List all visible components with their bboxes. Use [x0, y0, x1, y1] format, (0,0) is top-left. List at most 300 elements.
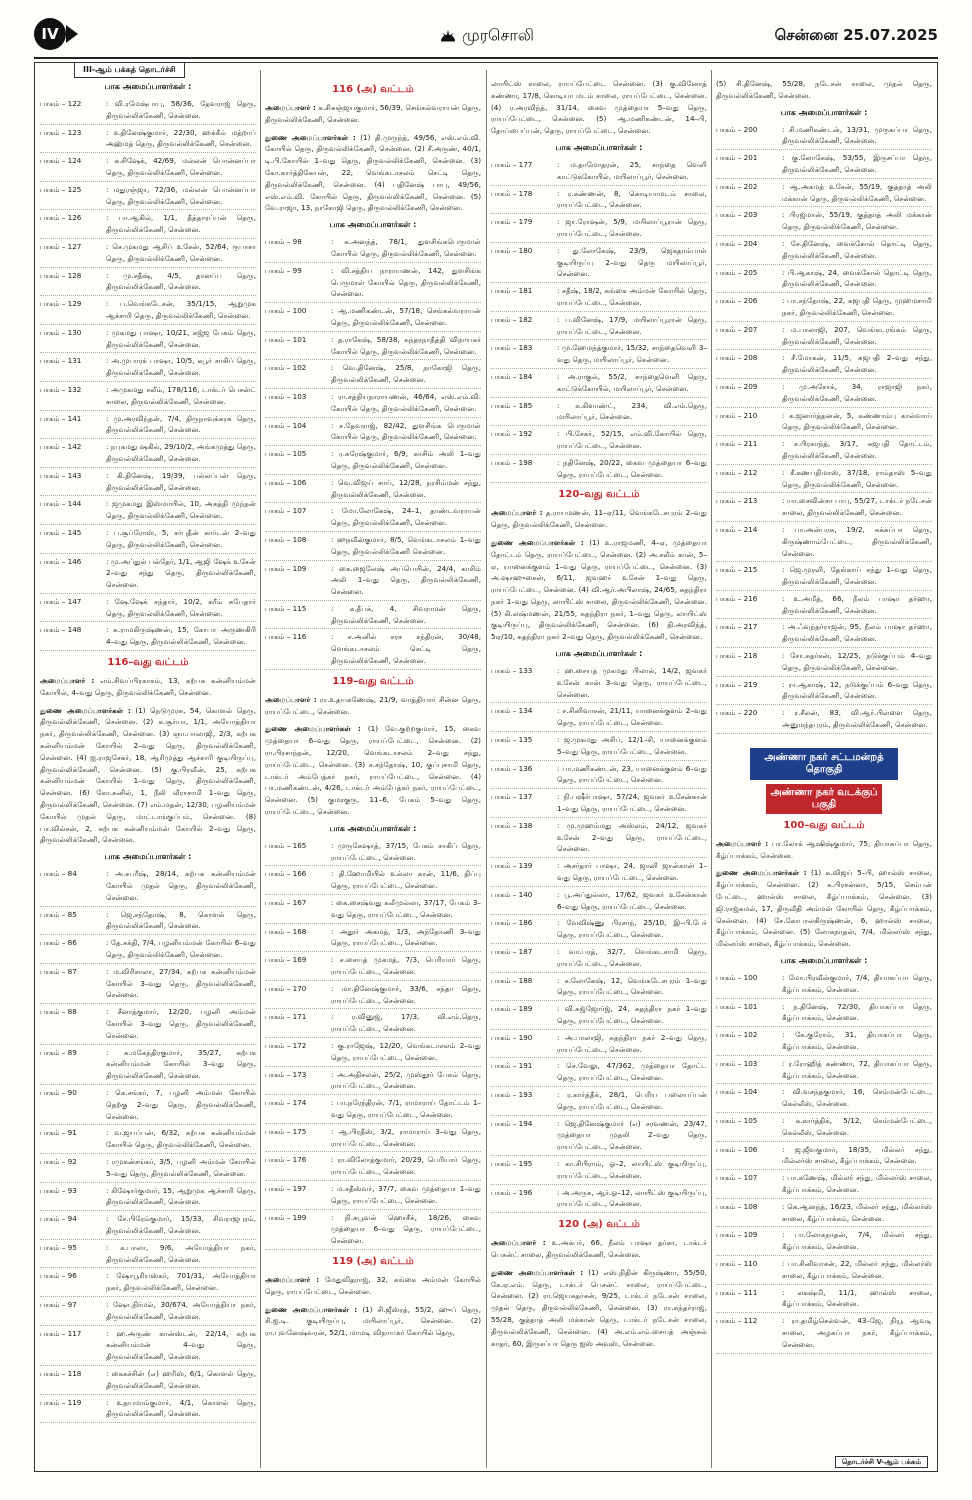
booth-organiser: : ரமுகன்சங்கர், 3/5, பழனி அம்மன் கோயில் 5–வது தெரு, திருவல்லிக்கேணி, சென்னை. [106, 1156, 256, 1178]
booth-number: பாகம் – 117 [40, 1328, 82, 1338]
booth-organiser: : அ.அருக, ஆர்.ஓ–12, லாயிட்ஸ் குடியிருப்பு, ராயப்பேட்டை, சென்னை. [557, 1187, 707, 1209]
role-text: ரா.உதயகணேஷ், 21/9, வாத்தியார் சின்ன தெரு, ராயப்பேட்டை, சென்னை. [265, 694, 481, 716]
column-divider [260, 70, 261, 1468]
booth-entry [716, 209, 932, 236]
booth-number: பாகம் – 118 [40, 1368, 82, 1378]
role-text: (1) வே.குற்றகுமார், 15, கைவ முத்தையா 6–வது தெரு, ராயப்பேட்டை, சென்னை. (2) ரா.பிரசாந்தன், 12/20, வெங்கடாசலம் 2–வது சந்து, ராயப்பேட்டை, சென்னை. (3) ச.சந்தோஷ், 10, குப்புசாமி தெரு, டாக்டர் அம்பேத்கர் நகர், ராயப்பேட்டை, சென்னை. (4) பா.மணிகண்டன், 4/26, டாக்டர் அம்பேத்கர் நகர், ராயப்பேட்டை, சென்னை. (5) குமரகுரு, 11–6, பேகம் 5–வது தெரு, ராயப்பேட்டை, சென்னை. [265, 724, 481, 817]
booth-organiser: : க.அனந்த், 78/1, துளசிங்கபெருமாள் கோயில் தெரு, திருவல்லிக்கேணி, சென்னை. [331, 237, 481, 258]
booth-number: பாகம் – 191 [491, 1061, 533, 1071]
booth-organiser: : நதினேஷ், 20/22, கைவ முத்தையா 6–வது தெரு, ராயப்பேட்டை, சென்னை. [557, 457, 707, 479]
section-heading: பாக அமைப்பாளர்கள் : [555, 142, 643, 152]
booth-entry [491, 400, 707, 427]
booth-organiser: : பா.நரேந்திரன், 7/1, ராமாராய் தோட்டம் 1–வது தெரு, ராயப்பேட்டை, சென்னை. [331, 1098, 481, 1119]
booth-number: பாகம் – 122 [40, 99, 82, 108]
booth-number: பாகம் – 165 [265, 840, 307, 850]
booth-entry [265, 1040, 481, 1067]
booth-number: பாகம் – 166 [265, 869, 307, 879]
booth-number: பாகம் – 185 [491, 400, 533, 410]
booth-number: பாகம் – 210 [716, 410, 758, 420]
role-label: அமைப்பாளர் : [265, 694, 317, 704]
booth-number: பாகம் – 211 [716, 439, 758, 449]
booth-number: பாகம் – 103 [716, 1058, 758, 1068]
booth-organiser: : ச.பிரகாந்த், 3/17, சுஜபதி தோட்டம், திருவல்லிக்கேணி, சென்னை. [782, 439, 932, 460]
booth-organiser: : ர.கண்ணன், 8, கொடியாமடம் சாலை, ராயப்பேட்டை, சென்னை. [557, 188, 707, 210]
booth-entry [265, 1212, 481, 1250]
booth-entry [40, 127, 256, 154]
booth-entry [716, 324, 932, 351]
booth-entry [716, 295, 932, 322]
booth-entry [491, 946, 707, 973]
booth-entry [716, 1029, 932, 1056]
booth-organiser: : சீ.மோகன், 11/5, சுஜபதி 2–வது சந்து, திருவல்லிக்கேணி, சென்னை. [782, 353, 932, 375]
booth-number: பாகம் – 87 [40, 966, 77, 976]
booth-number: பாகம் – 143 [40, 470, 82, 480]
booth-organiser: : வெ.விஜய் சாய், 12/28, நரசிம்மன் சந்து, திருவல்லிக்கேணி, சென்னை. [331, 477, 481, 499]
booth-organiser: : கி.தினேஷ், 19/39, பல்லப்பன் தெரு, திருவல்லிக்கேணி, சென்னை. [106, 470, 256, 492]
booth-entry [40, 212, 256, 239]
booth-organiser: : சோ.சுதர்சன், 12/25, நடுக்குப்பம் 4–வது தெரு, திருவல்லிக்கேணி, சென்னை. [782, 651, 932, 672]
booth-number: பாகம் – 182 [491, 314, 533, 324]
booth-number: பாகம் – 194 [491, 1118, 533, 1128]
booth-number: பாகம் – 129 [40, 299, 82, 309]
booth-entry [716, 438, 932, 465]
booth-number: பாகம் – 107 [716, 1173, 758, 1183]
booth-entry [40, 868, 256, 906]
booth-number: பாகம் – 205 [716, 267, 758, 277]
booth-organiser: : கு.லோகேஷ், 53/55, இருசப்பா தெரு, திருவல்லிக்கேணி, சென்னை. [782, 153, 932, 174]
booth-entry [265, 534, 481, 561]
booth-number: பாகம் – 139 [491, 861, 533, 871]
booth-number: பாகம் – 110 [716, 1258, 758, 1268]
booth-number: பாகம் – 215 [716, 565, 758, 575]
booth-number: பாகம் – 132 [40, 384, 82, 394]
booth-entry [716, 593, 932, 620]
booth-number: பாகம் – 123 [40, 127, 82, 137]
booth-entry [40, 327, 256, 354]
booth-number: பாகம் – 95 [40, 1242, 77, 1252]
booth-organiser: : க.ஜனார்த்தனன், 5, கண்ணாம்பு கால்வாய் தெரு, திருவல்லிக்கேணி, சென்னை. [782, 410, 932, 432]
booth-organiser: : ச.சையத் முகமத், 7/3, பெரியார் தெரு, ராயப்பேட்டை, சென்னை. [331, 955, 481, 977]
booth-number: பாகம் – 125 [40, 184, 82, 194]
booth-number: பாகம் – 124 [40, 156, 82, 166]
booth-organiser: : மா.தினேஷ்குமார், 33/6, சந்தா தெரு, ராயப்பேட்டை, சென்னை. [331, 983, 481, 1005]
section-heading: பாக அமைப்பாளர்கள் : [104, 82, 192, 91]
booth-number: பாகம் – 144 [40, 499, 82, 509]
booth-organiser: : ம.தாமோதரன், 25, சாந்தை வெளி காட்டுக்கோயில், மயிலாப்பூர், சென்னை. [557, 159, 707, 181]
booth-number: பாகம் – 170 [265, 983, 307, 993]
booth-organiser: : தே.சக்தி, 7/4, பழனியம்மன் கோயில் 6–வது தெரு, திருவல்லிக்கேணி, சென்னை. [106, 938, 256, 960]
booth-number: பாகம் – 184 [491, 371, 533, 381]
booth-number: பாகம் – 193 [491, 1089, 533, 1099]
booth-organiser: : மோ.பிரவீன்குமார், 7/4, தியாகப்பா தெரு, கீழ்ப்பாக்கம், சென்னை. [782, 973, 932, 994]
role-paragraph [265, 102, 481, 126]
role-text: த.ராயமணன், 11–ஏ/11, வெங்கடேசபுரம் 2–வது தெரு, திருவல்லிக்கேணி, சென்னை. [491, 508, 707, 530]
booth-organiser: : பூ.அப்துல்லா, 17/62, ஜவகர் உசேன்கான் 6–வது தெரு, ராயப்பேட்டை, சென்னை. [557, 889, 707, 911]
booth-number: பாகம் – 176 [265, 1155, 307, 1165]
booth-number: பாகம் – 146 [40, 556, 82, 566]
booth-entry [716, 1001, 932, 1028]
booth-organiser: : ப.வினேஷ், 17/9, மயிலாப்பூரான் தெரு, ராயப்பேட்டை, சென்னை. [557, 314, 707, 336]
role-paragraph [491, 1237, 707, 1261]
booth-number: பாகம் – 148 [40, 625, 82, 635]
booth-number: பாகம் – 195 [491, 1158, 533, 1168]
booth-number: பாகம் – 105 [716, 1116, 758, 1125]
booth-number: பாகம் – 197 [265, 1183, 307, 1193]
role-text: பா.லோக் ஆஷிஷ்குமார், 75, தியாகப்பா தெரு, கீழ்ப்பாக்கம், சென்னை. [716, 838, 932, 860]
booth-number: பாகம் – 100 [716, 973, 758, 983]
booth-entry [716, 1287, 932, 1314]
booth-number: பாகம் – 214 [716, 524, 758, 534]
booth-organiser: : மு.அரவிந்தன், 7/4, திருநாவுக்கரசு தெரு, திருவல்லிக்கேணி, சென்னை. [106, 413, 256, 435]
booth-number: பாகம் – 128 [40, 270, 82, 280]
booth-organiser: : ஜெ.தினேஷ்குமார் (எ) சரவணன், 23/47, முத்தையா முதலி 2–வது தெரு, ராயப்பேட்டை, சென்னை. [557, 1118, 707, 1152]
booth-entry [265, 926, 481, 953]
booth-entry [716, 972, 932, 999]
booth-organiser: : சீனாத்குமார், 12/20, பழனி அம்மன் கோயில் 3–வது தெரு, திருவல்லிக்கேணி, சென்னை. [106, 1007, 256, 1040]
booth-organiser: : க.சிஷேக், 42/69, மல்லன் பொன்னப்பா தெரு, திருவல்லிக்கேணி, சென்னை. [106, 156, 256, 177]
booth-organiser: : மு.சதீஷ், 4/5, தானப்ப தெரு, திருவல்லிக்கேணி, சென்னை. [106, 270, 256, 292]
booth-entry [716, 650, 932, 677]
booth-entry [265, 1154, 481, 1181]
ward-title: 120–வது வட்டம் [558, 489, 640, 501]
booth-number: பாகம் – 173 [265, 1069, 307, 1079]
booth-entry [491, 342, 707, 369]
booth-entry [40, 241, 256, 268]
role-paragraph [716, 78, 932, 102]
ward-title: 116–வது வட்டம் [107, 657, 189, 669]
booth-number: பாகம் – 202 [716, 181, 758, 191]
role-label: துணை அமைப்பாளர்கள் : [265, 724, 361, 734]
role-label: அமைப்பாளர் : [265, 103, 316, 112]
booth-organiser: : அ.ஃவுந்தர்ராஜன், 95, நீலம் பாஷா தர்ஹா, திருவல்லிக்கேணி, சென்னை. [782, 622, 932, 644]
booth-organiser: : ச.தேவராஜ், 82/42, துளசிங்க பெருமாள் கோயில் தெரு, திருவல்லிக்கேணி, சென்னை. [331, 420, 481, 442]
booth-entry [265, 236, 481, 263]
booth-number: பாகம் – 207 [716, 324, 758, 334]
booth-number: பாகம் – 208 [716, 353, 758, 363]
booth-organiser: : கெ.ஆனந்த், 16/23, மில்லர் சந்து, மில்லர்ஸ் சாலை, கீழ்ப்பாக்கம், சென்னை. [782, 1201, 932, 1223]
booth-number: பாகம் – 102 [716, 1030, 758, 1040]
booth-number: பாகம் – 97 [40, 1299, 77, 1309]
booth-organiser: : ஜ.முகமது அசிப், 12/1–சி, யானைக்குளம் 5–வது தெரு, ராயப்பேட்டை, சென்னை. [557, 735, 707, 756]
role-paragraph [40, 705, 256, 847]
booth-entry [40, 596, 256, 623]
booth-number: பாகம் – 171 [265, 1012, 307, 1022]
booth-number: பாகம் – 199 [265, 1212, 307, 1222]
booth-number: பாகம் – 200 [716, 124, 758, 134]
booth-organiser: : பா.ஆகில், 1/1, தீத்தாரப்பன் தெரு, திருவல்லிக்கேணி, சென்னை. [106, 213, 256, 235]
booth-organiser: : பா.லோகநாதன், 7/4, மில்லர் சந்து, கீழ்ப்பாக்கம், சென்னை. [782, 1230, 932, 1252]
booth-organiser: : உதினேஷ்குமார், 22/30, ஹக்கீம் மத்றாப் அஹ்மத் தெரு, திருவல்லிக்கேணி, சென்னை. [106, 127, 256, 149]
booth-number: பாகம் – 103 [265, 391, 307, 401]
booth-entry [491, 889, 707, 916]
booth-organiser: : த.ராகேஷ், 58/38, கந்தரநாதீத்தி விநாயகர் கோயில் தெரு, திருவல்லிக்கேணி, சென்னை. [331, 334, 481, 356]
booth-organiser: : பி.சேகர், 52/15, எம்.வி.கோயில் தெரு, ராயப்பேட்டை, சென்னை. [557, 429, 707, 450]
booth-entry [491, 1003, 707, 1030]
booth-number: பாகம் – 183 [491, 343, 533, 353]
booth-number: பாகம் – 101 [265, 334, 307, 344]
role-label: துணை அமைப்பாளர்கள் : [716, 868, 807, 878]
role-label: அமைப்பாளர் : [491, 508, 543, 518]
booth-number: பாகம் – 104 [716, 1087, 758, 1097]
booth-organiser: : ர.சுரேஷ்குமார், 6/9, காசிம் அலி 1–வது தெரு, திருவல்லிக்கேணி, சென்னை. [331, 449, 481, 470]
dateline: சென்னை 25.07.2025 [774, 26, 938, 44]
booth-entry [491, 1060, 707, 1087]
booth-entry [40, 470, 256, 497]
booth-organiser: : சே.பிரேம்குமார், 15/33, சிவராஜபுரம், திருவல்லிக்கேணி, சென்னை. [106, 1214, 256, 1235]
booth-organiser: : பா.கணேஷ், மில்லர் சந்து, மில்லர்ஸ் சாலை, கீழ்ப்பாக்கம், சென்னை. [782, 1173, 932, 1194]
booth-entry [265, 505, 481, 532]
booth-number: பாகம் – 101 [716, 1001, 758, 1011]
booth-organiser: : க.கார்த்திக், 5/12, செம்மன்பேட்டை, கெல்லீஸ், சென்னை. [782, 1116, 932, 1137]
booth-number: பாகம் – 85 [40, 909, 77, 919]
booth-entry [491, 791, 707, 818]
booth-number: பாகம் – 134 [491, 706, 533, 716]
booth-organiser: : மு.ஹேமந்த்குமார், 15/32, சாந்தைவெளி 3–வது தெரு, மயிலாப்பூர், சென்னை. [557, 343, 707, 365]
booth-entry [40, 498, 256, 525]
booth-number: பாகம் – 212 [716, 467, 758, 477]
booth-organiser: : ஹ.அருண் கான்ஸ்டன், 22/14, கற்பக கன்னியம்மன் 4–வது தெரு, திருவல்லிக்கேணி, சென்னை. [106, 1328, 256, 1362]
booth-number: பாகம் – 220 [716, 708, 758, 718]
booth-entry [491, 457, 707, 484]
booth-organiser: : க.மகேந்திரகுமார், 35/27, கற்பக கன்னியம்மன் கோயில் 3–வது தெரு, திருவல்லிக்கேணி, சென்னை. [106, 1047, 256, 1081]
booth-entry [491, 860, 707, 887]
booth-entry [40, 624, 256, 651]
booth-entry [40, 1242, 256, 1269]
booth-number: பாகம் – 145 [40, 527, 82, 537]
booth-entry [265, 334, 481, 361]
booth-entry [716, 1172, 932, 1199]
booth-entry [265, 1183, 481, 1210]
booth-organiser: : வ.ஜயப்பன், 6/32, கற்பக கன்னியம்மன் கோயில் தெரு, திருவல்லிக்கேணி, சென்னை. [106, 1128, 256, 1150]
booth-entry [716, 238, 932, 265]
role-text: (1) எஸ்.நிதின் கிருஷ்ணா, 55/50, கே.ஏ.எம். தெரு, டாக்டர் பெசன்ட் சாலை, ராயப்பேட்டை, சென்னை. (2) ரா.ஜெயசுதர்சன், 9/25, டாக்டர் நடேசன் சாலை, முதல் தெரு, திருவல்லிக்கேணி, சென்னை. (3) ரா.சுந்தர்ராஜ், 55/28, குத்தாத் அலி மக்கான் தெரு, டாக்டர் நடேசன் சாலை, திருவல்லிக்கேணி, சென்னை. (4) அ.எம்.எம்.சையத் அஞ்சுல் காதர், 60, இருசப்பா தெரு ஐஸ் அவுஸ், சென்னை. [491, 1267, 707, 1348]
booth-number: பாகம் – 92 [40, 1156, 77, 1166]
booth-organiser: : ரா.ஆகாஷ், 12, நடுக்குப்பம் 6–வது தெரு, திருவல்லிக்கேணி, சென்னை. [782, 679, 932, 701]
masthead [0, 0, 972, 64]
booth-entry [40, 184, 256, 211]
booth-organiser: : சே.தினேஷ், வைக்கோல் தொட்டி தெரு, திருவல்லிக்கேணி, சென்னை. [782, 238, 932, 260]
booth-entry [716, 1229, 932, 1256]
ward-title: 120 (அ) வட்டம் [558, 1219, 640, 1231]
booth-entry [716, 352, 932, 379]
booth-number: பாகம் – 181 [491, 286, 533, 296]
booth-entry [491, 245, 707, 283]
booth-organiser: : வேவிஷ்ணு பிரசாந், 25/10, இ–பி.பேர் தெரு, ராயப்பேட்டை, சென்னை. [557, 918, 707, 940]
booth-organiser: : க.பாலா, 9/6, அயோத்தியா நகர், திருவல்லிக்கேணி, சென்னை. [106, 1242, 256, 1264]
booth-entry [491, 1118, 707, 1156]
booth-number: பாகம் – 198 [491, 457, 533, 467]
booth-organiser: : ஷே.ஷேக் சந்தார், 10/2, கரீம் சுபேதார் தெரு, திருவல்லிக்கேணி, சென்னை. [106, 596, 256, 618]
role-text: (1) தி.முருந்த், 49/56, எஸ்.எம்.வி. கோயில் தெரு, திருவல்லிக்கேணி, சென்னை. (2) சீ.அருண், 40/1, டி.பி.கோயில் 1–வது தெரு, திருவல்லிக்கேணி, சென்னை. (3) கோ.கார்த்திகேயன், 22, வெங்கடாசலம் செட்டி தெரு, திருவல்லிக்கேணி, சென்னை. (4) பதினேஷ் பாபு, 49/56, எஸ்.எம்.வி. கோயில் தெரு, திருவல்லிக்கேணி, சென்னை. (5) வே.ராஜா, 13, நாகோஜி தெரு, திருவல்லிக்கேணி, சென்னை. [265, 132, 481, 213]
booth-number: பாகம் – 187 [491, 947, 533, 957]
column-2 [265, 78, 481, 1470]
booth-entry [491, 1187, 707, 1214]
booth-entry [716, 495, 932, 522]
booth-entry [40, 527, 256, 554]
booth-number: பாகம் – 186 [491, 918, 533, 928]
booth-organiser: : செ.வேலு, 47/362, முத்தையா தோட்ட தெரு, ராயப்பேட்டை, சென்னை. [557, 1061, 707, 1083]
masthead-rule [34, 57, 938, 59]
booth-number: பாகம் – 204 [716, 238, 758, 248]
role-paragraph [265, 1274, 481, 1298]
booth-organiser: : கைகச்சின் (எ) ஹரிஸ், 6/1, கொளல் தெரு, திருவல்லிக்கேணி, சென்னை. [106, 1368, 256, 1390]
booth-number: பாகம் – 203 [716, 210, 758, 220]
booth-organiser: : ம.விரிசாலா, 27/34, கற்பக கன்னியம்மன் கோயில் 3–வது தெரு, திருவல்லிக்கேணி, சென்னை. [106, 966, 256, 1000]
booth-organiser: : பா.சினிவாசன், 22, மில்லர் சந்து, மில்லர்ஸ் சாலை, கீழ்ப்பாக்கம், சென்னை. [782, 1258, 932, 1280]
booth-entry [716, 381, 932, 408]
booth-number: பாகம் – 116 [265, 632, 307, 642]
booth-entry [491, 820, 707, 858]
column-3 [491, 78, 707, 1470]
continued-from-tag: III-ஆம் பக்கத் தொடர்ச்சி [74, 62, 185, 78]
booth-number: பாகம் – 213 [716, 496, 758, 506]
booth-entry [265, 1069, 481, 1096]
booth-number: பாகம் – 98 [265, 237, 302, 247]
role-paragraph [716, 838, 932, 862]
column-4 [716, 78, 932, 1470]
booth-number: பாகம் – 138 [491, 820, 533, 830]
booth-organiser: : சி.மணிகண்டன், 13/31, முருகப்பா தெரு, திருவல்லிக்கேணி, சென்னை. [782, 124, 932, 146]
role-text: (1) நெடுமுரசு, 54, கொளல் தெரு, திருவல்லிக்கேணி, சென்னை. (2) க.சூர்யா, 1/1, அயோத்தியா நகர், திருவல்லிக்கேணி, சென்னை. (3) ஞா.பாலாஜி, 2/3, கற்பக கன்னியம்மன் கோயில் 2–வது தெரு, திருவல்லிக்கேணி, சென்னை. (4) ஐ.ராஜசேகர், 18, ஆரிமுத்து ஆச்சாரி குடியிருப்பு, திருவல்லிக்கேணி, சென்னை. (5) கு.பிரவீன், 25, கற்பக கன்னியம்மன் கோயில் 1–வது தெரு, திருவல்லிக்கேணி, சென்னை. (6) கோ.கனில், 1, நீலி வீராசாமி 1–வது தெரு, திருவல்லிக்கேணி, சென்னை. (7) எம்.மதன், 12/30, பழனியம்மன் கோயில் முதல் தெரு, மாட்டாங்குப்பம், சென்னை. (8) பா.வில்சன், 2, கற்பக கன்னியம்மன் கோயில் 2–வது தெரு, திருவல்லிக்கேணி, சென்னை. [40, 705, 256, 845]
booth-number: பாகம் – 108 [265, 534, 307, 544]
booth-organiser: : அ.பாலாஜி, சுதந்திரா நகர் 2–வது தெரு, ராயப்பேட்டை, சென்னை. [557, 1032, 707, 1054]
booth-entry [40, 98, 256, 125]
booth-organiser: : ரா.விலோத்குமார், 20/29, பெரியார் தெரு, ராயப்பேட்டை, சென்னை. [331, 1155, 481, 1177]
booth-organiser: : அதூர் அகமத், 1/3, அந்தோணி 3–வது தெரு, ராயப்பேட்டை, சென்னை. [331, 926, 481, 948]
booth-organiser: : ஜெ.சந்தோஷ், 8, கொளல் தெரு, திருவல்லிக்கேணி, சென்னை. [106, 909, 256, 931]
booth-entry [491, 763, 707, 790]
section-heading: பாக அமைப்பாளர்கள் : [780, 107, 868, 117]
column-divider [711, 70, 712, 1468]
column-divider [486, 70, 487, 1468]
role-paragraph [491, 507, 707, 531]
role-text: உ.அக்பர், 66, நீலம் பாஷா தர்கா, டாக்டர் பெசன்ட் சாலை, திருவல்லிக்கேணி, சென்னை. [491, 1238, 707, 1259]
section-heading: பாக அமைப்பாளர்கள் : [329, 220, 417, 230]
role-label: துணை அமைப்பாளர்கள் : [491, 537, 584, 547]
booth-entry [716, 1315, 932, 1353]
booth-organiser: : அ.ராகுல், 55/2, சாந்தைவெளி தெரு, காட்டுக்கோயில், மயிலாப்பூர், சென்னை. [557, 371, 707, 393]
booth-number: பாகம் – 109 [716, 1230, 758, 1240]
booth-number: பாகம் – 93 [40, 1185, 77, 1195]
booth-entry [265, 265, 481, 303]
booth-number: பாகம் – 119 [40, 1397, 82, 1407]
booth-organiser: : அ.அதிசலன், 25/2, முஸ்தூர் பேகம் தெரு, ராயப்பேட்டை, சென்னை. [331, 1069, 481, 1091]
booth-entry [40, 1270, 256, 1297]
booth-number: பாகம் – 192 [491, 429, 533, 439]
booth-number: பாகம் – 126 [40, 213, 82, 223]
booth-entry [40, 413, 256, 440]
booth-entry [491, 917, 707, 944]
booth-entry [40, 355, 256, 382]
role-text: (1) சி.ஜீஸ்ரத், 55/2, ஹுப் தெரு, சி.ஐ.டி. குடியிருப்பு, மயிலாப்பூர், சென்னை. (2) ரா.புவனேஷ்வரன், 52/1, மாமடி விநாயகர் கோயில் தெரு, [265, 1304, 481, 1338]
booth-organiser: : ஆ.பிரதீஸ், 3/2, ராமாராய் 3–வது தெரு, ராயப்பேட்டை, சென்னை. [331, 1126, 481, 1148]
booth-organiser: : ரா.சத்தியநாராயணன், 46/64, எஸ்.எம்.வி. கோயில் தெரு, திருவல்லிக்கேணி, சென்னை. [331, 391, 481, 413]
booth-number: பாகம் – 218 [716, 651, 758, 661]
booth-number: பாகம் – 217 [716, 622, 758, 632]
booth-number: பாகம் – 84 [40, 869, 77, 879]
booth-entry [716, 124, 932, 151]
booth-entry [40, 155, 256, 182]
role-paragraph [491, 537, 707, 643]
role-paragraph [265, 723, 481, 817]
booth-entry [265, 305, 481, 332]
booth-organiser: : வி.சத்திய நாராயணன், 142, துளசிங்க பெருமாள் கோயில் தெரு, திருவல்லிக்கேணி, சென்னை. [331, 265, 481, 299]
ward-title: 116 (அ) வட்டம் [332, 84, 414, 95]
booth-entry [265, 1097, 481, 1124]
booth-entry [40, 1397, 256, 1424]
booth-organiser: : மோ.லோகேஷ், 24–1, தாண்டவராயன் தெரு, திருவல்லிக்கேணி, சென்னை. [331, 506, 481, 528]
ward-title: 100–வது வட்டம் [783, 819, 865, 831]
booth-organiser: : ம.சதீஸ்வர், 37/7, கைவ முத்தையா 1–வது தெரு, ராயப்பேட்டை, சென்னை. [331, 1183, 481, 1205]
booth-number: பாகம் – 102 [265, 363, 307, 373]
booth-organiser: : அ.முபாரக் பாஷா, 10/5, கபூர் சாகிப் தெரு, திருவல்லிக்கேணி, சென்னை. [106, 356, 256, 378]
booth-organiser: : மதுரஞ்ஜா, 72/36, மல்லன் பொன்னப்பா தெரு, திருவல்லிக்கேணி, சென்னை. [106, 184, 256, 206]
booth-entry [265, 954, 481, 981]
booth-organiser: : மு.அசோக், 34, ராஜாஜி நகர், திருவல்லிக்கேணி, சென்னை. [782, 381, 932, 403]
role-label: துணை அமைப்பாளர்கள் : [40, 705, 131, 715]
role-paragraph [265, 694, 481, 718]
page-badge-arrow-icon [66, 25, 78, 43]
booth-organiser: : வா.பரத், 32/7, வெங்கடசாமி தெரு, ராயப்பேட்டை, சென்னை. [557, 947, 707, 968]
constituency-name: அண்ணா நகர் சட்டமன்றத் தொகுதி [750, 748, 898, 780]
booth-organiser: : கா.சிபிராம், ஓ–2, லாயிட்ஸ் குடியிருப்பு, ராயப்பேட்டை, சென்னை. [557, 1158, 707, 1180]
page-number-badge: IV [34, 18, 66, 50]
booth-entry [265, 420, 481, 447]
booth-number: பாகம் – 175 [265, 1126, 307, 1136]
booth-number: பாகம் – 109 [265, 563, 307, 573]
booth-entry [40, 298, 256, 325]
booth-entry [265, 631, 481, 669]
booth-organiser: : கு.ராஜேஷ், 12/20, வெங்கடாசலம் 2–வது தெரு, ராயப்பேட்டை, சென்னை. [331, 1041, 481, 1062]
booth-organiser: : ரா.தமிழ்செல்வன், 43–ஜே, நியூ ஆவடி சாலை, அழகப்பா நகர், கீழ்ப்பாக்கம், சென்னை. [782, 1316, 932, 1349]
booth-number: பாகம் – 107 [265, 506, 307, 516]
section-heading: பாக அமைப்பாளர்கள் : [329, 823, 417, 833]
booth-entry [491, 428, 707, 455]
booth-organiser: : சீ.கணபதிமாஸ், 37/18, ராம்தாஸ் 5–வது தெரு, திருவல்லிக்கேணி, சென்னை. [782, 467, 932, 489]
booth-entry [265, 1011, 481, 1038]
booth-organiser: : செ.முகமது ஆசிப் உசேன், 52/64, ரூபாசா தெரு, திருவல்லிக்கேணி, சென்னை. [106, 241, 256, 263]
booth-organiser: : ச.அனில் சரச சந்திரன், 30/48, வெங்கடாசலம் செட்டி தெரு, திருவல்லிக்கேணி, சென்னை. [331, 632, 481, 666]
booth-number: பாகம் – 104 [265, 420, 307, 430]
booth-entry [40, 1156, 256, 1183]
booth-organiser: : ஜெ.முரளி, தேங்காய் சந்து 1–வது தெரு, திருவல்லிக்கேணி, சென்னை. [782, 565, 932, 587]
booth-organiser: : ஆ.அகமத் உசேன், 55/19, குத்தாத் அலி மக்கான் தெரு, திருவல்லிக்கேணி, சென்னை. [782, 181, 932, 203]
role-label: துணை அமைப்பாளர்கள் : [265, 1304, 358, 1314]
booth-organiser: : பிரஜ்மான், 55/19, குத்தாத் அலி மக்கான் தெரு, திருவல்லிக்கேணி, சென்னை. [782, 210, 932, 232]
booth-organiser: : வி.சுஜ்ஜோர்ஜ், 24, சுதந்திரா நகர் 1–வது தெரு, ராயப்பேட்டை, சென்னை. [557, 1004, 707, 1025]
role-paragraph [265, 132, 481, 215]
booth-organiser: : ர.ரோஹித் கண்ணா, 72, தியாகப்பா தெரு, கீழ்ப்பாக்கம், சென்னை. [782, 1058, 932, 1080]
booth-entry [265, 897, 481, 924]
booth-number: பாகம் – 147 [40, 596, 82, 606]
booth-organiser: : க.கிளாண்ட், 234, வி.எம்.தெரு, மயிலாப்பூர், சென்னை. [557, 400, 707, 422]
role-text: (5) சி.தினேஷ், 55/28, நடேசன் சாலை, முதல் தெரு, திருவல்லிக்கேணி, சென்னை. [716, 79, 932, 100]
booth-entry [40, 1368, 256, 1395]
booth-organiser: : க.தீபக், 4, சிவராமன் தெரு, திருவல்லிக்கேணி, சென்னை. [331, 603, 481, 625]
booth-entry [491, 188, 707, 215]
booth-organiser: : வி.ரமேஷ்பாபு, 58/36, தேவராஜ் தெரு, திருவல்லிக்கேணி, சென்னை. [106, 99, 256, 120]
booth-number: பாகம் – 179 [491, 217, 533, 227]
booth-number: பாகம் – 216 [716, 593, 758, 603]
booth-entry [40, 1328, 256, 1366]
booth-entry [716, 1258, 932, 1285]
booth-organiser: : லகஷ்மி, 11/1, ஹால்ஸ் சாலை, கீழ்ப்பாக்கம், சென்னை. [782, 1287, 932, 1309]
role-paragraph [716, 867, 932, 950]
booth-organiser: : கே.குரோம், 31, தியாகப்பா தெரு, கீழ்ப்பாக்கம், சென்னை. [782, 1030, 932, 1052]
booth-entry [265, 1126, 481, 1153]
booth-entry [491, 1032, 707, 1059]
booth-number: பாகம் – 100 [265, 306, 307, 316]
